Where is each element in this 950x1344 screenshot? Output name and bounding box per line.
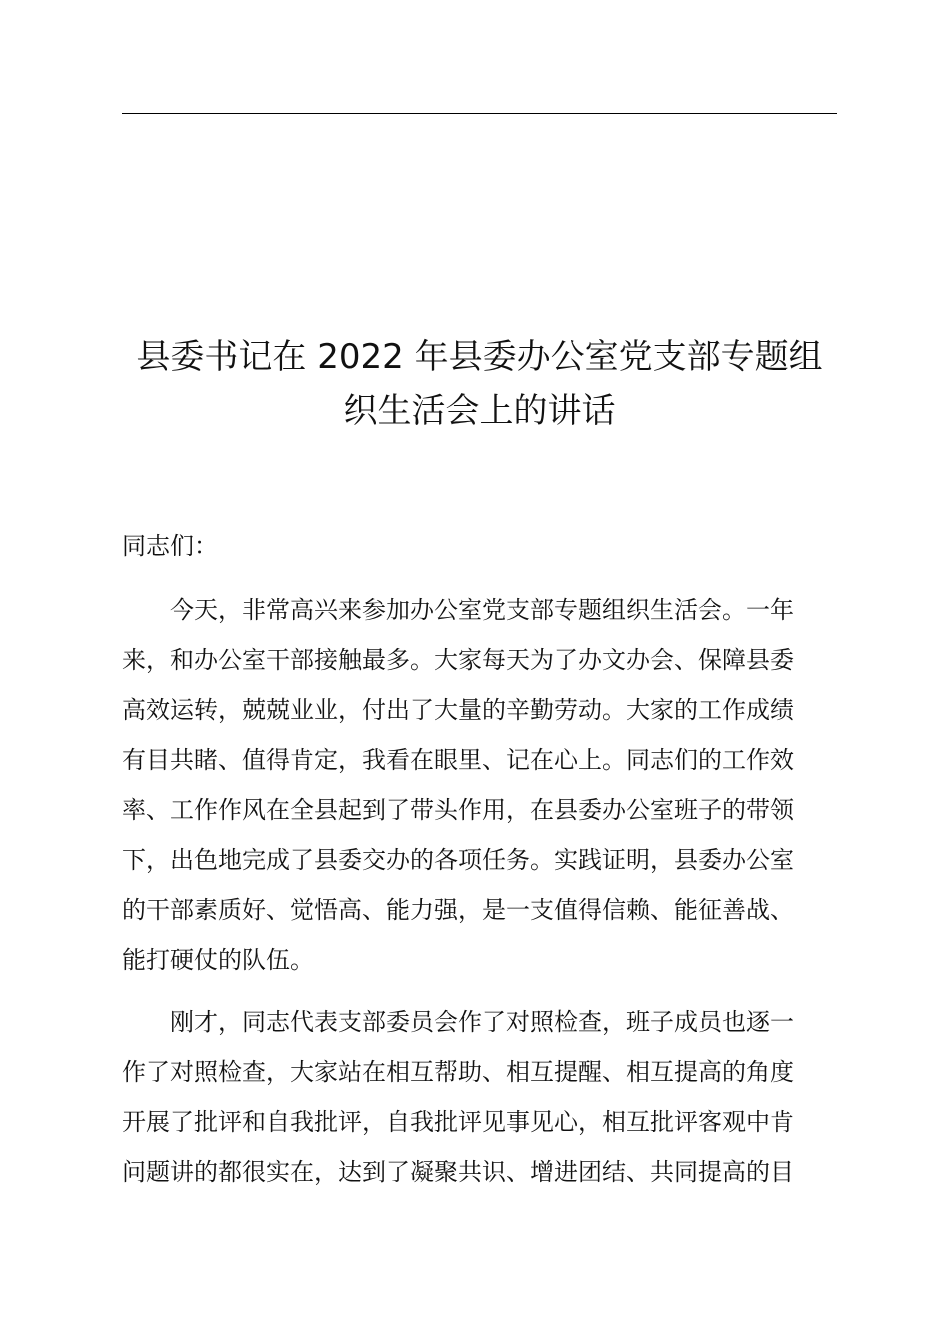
paragraph-line: 能打硬仗的队伍。 (122, 946, 314, 974)
paragraph-line: 高效运转，兢兢业业，付出了大量的辛勤劳动。大家的工作成绩 (122, 696, 794, 724)
paragraph-line: 来，和办公室干部接触最多。大家每天为了办文办会、保障县委 (122, 646, 794, 674)
title-line-2: 织生活会上的讲话 (343, 391, 616, 431)
paragraph-line: 的干部素质好、觉悟高、能力强，是一支值得信赖、能征善战、 (122, 896, 794, 924)
paragraph-line: 作了对照检查，大家站在相互帮助、相互提醒、相互提高的角度 (122, 1058, 794, 1086)
paragraph-line: 有目共睹、值得肯定，我看在眼里、记在心上。同志们的工作效 (122, 746, 794, 774)
paragraph-1 (122, 592, 837, 992)
document-body (122, 592, 837, 1216)
paragraph-2 (122, 1004, 837, 1204)
paragraph-line: 问题讲的都很实在，达到了凝聚共识、增进团结、共同提高的目 (122, 1158, 794, 1186)
document-title (122, 330, 837, 438)
title-line-1: 县委书记在 2022 年县委办公室党支部专题组 (136, 337, 823, 377)
paragraph-line: 率、工作作风在全县起到了带头作用，在县委办公室班子的带领 (122, 796, 794, 824)
salutation: 同志们： (122, 532, 218, 560)
paragraph-line: 刚才，同志代表支部委员会作了对照检查，班子成员也逐一 (170, 1008, 794, 1036)
header-rule (122, 113, 837, 114)
paragraph-line: 开展了批评和自我批评，自我批评见事见心，相互批评客观中肯 (122, 1108, 794, 1136)
paragraph-line: 今天，非常高兴来参加办公室党支部专题组织生活会。一年 (170, 596, 794, 624)
paragraph-line: 下，出色地完成了县委交办的各项任务。实践证明，县委办公室 (122, 846, 794, 874)
